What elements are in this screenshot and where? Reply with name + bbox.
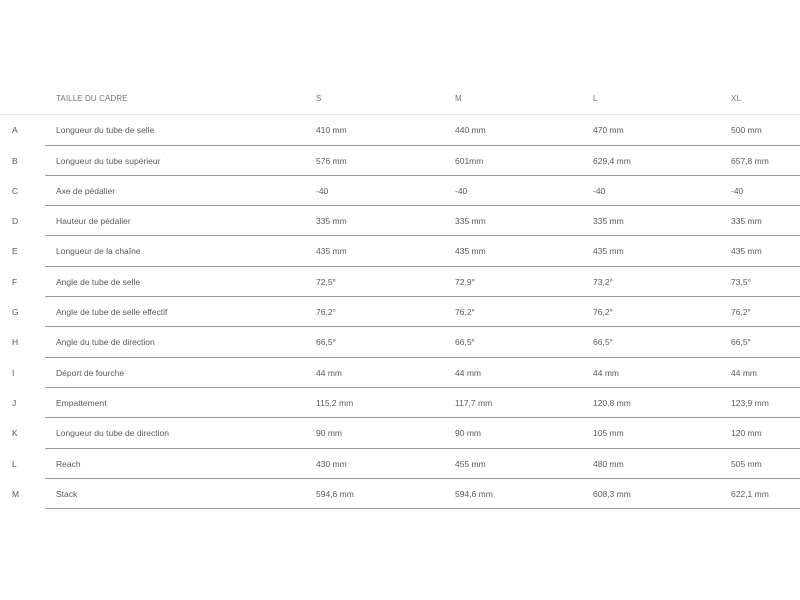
value-size-m: 440 mm — [455, 125, 486, 136]
row-letter: D — [12, 216, 19, 227]
row-label: Longueur du tube supérieur — [56, 155, 161, 166]
row-label: Hauteur de pédalier — [56, 216, 131, 227]
value-size-m: 455 mm — [455, 458, 486, 469]
value-size-xl: -40 — [731, 185, 744, 196]
value-size-l: 120,8 mm — [593, 397, 631, 408]
value-size-m: 90 mm — [455, 428, 481, 439]
table-row — [0, 176, 800, 206]
value-size-s: 90 mm — [316, 428, 342, 439]
value-size-l: 629,4 mm — [593, 155, 631, 166]
value-size-xl: 73,5° — [731, 276, 751, 287]
geometry-table — [0, 84, 800, 509]
header-size-l: L — [593, 94, 598, 103]
row-letter: E — [12, 246, 18, 257]
row-label: Reach — [56, 458, 81, 469]
value-size-l: 435 mm — [593, 246, 624, 257]
header-frame-size: TAILLE DU CADRE — [56, 94, 128, 103]
table-header-row — [0, 84, 800, 115]
value-size-l: 76,2° — [593, 307, 613, 318]
header-size-xl: XL — [731, 94, 741, 103]
row-label: Longueur du tube de direction — [56, 428, 169, 439]
row-divider — [45, 508, 800, 509]
row-letter: H — [12, 337, 19, 348]
value-size-xl: 435 mm — [731, 246, 762, 257]
value-size-l: 480 mm — [593, 458, 624, 469]
table-row — [0, 267, 800, 297]
value-size-l: 608,3 mm — [593, 488, 631, 499]
row-label: Déport de fourche — [56, 367, 125, 378]
row-label: Angle de tube de selle — [56, 276, 141, 287]
table-body — [0, 115, 800, 509]
row-label: Axe de pédalier — [56, 185, 116, 196]
row-letter: G — [12, 307, 19, 318]
value-size-xl: 335 mm — [731, 216, 762, 227]
table-row — [0, 146, 800, 176]
value-size-s: 435 mm — [316, 246, 347, 257]
value-size-s: 115,2 mm — [316, 397, 354, 408]
value-size-xl: 657,8 mm — [731, 155, 769, 166]
value-size-xl: 44 mm — [731, 367, 757, 378]
row-letter: L — [12, 458, 17, 469]
value-size-xl: 120 mm — [731, 428, 762, 439]
value-size-s: 335 mm — [316, 216, 347, 227]
row-label: Longueur du tube de selle — [56, 125, 155, 136]
value-size-l: 73,2° — [593, 276, 613, 287]
value-size-m: 76,2° — [455, 307, 475, 318]
row-label: Angle de tube de selle effectif — [56, 307, 168, 318]
row-letter: K — [12, 428, 18, 439]
table-row — [0, 388, 800, 418]
value-size-xl: 123,9 mm — [731, 397, 769, 408]
value-size-s: 594,6 mm — [316, 488, 354, 499]
value-size-s: 66,5° — [316, 337, 336, 348]
row-letter: F — [12, 276, 18, 287]
table-row — [0, 206, 800, 236]
value-size-l: 44 mm — [593, 367, 619, 378]
value-size-m: -40 — [455, 185, 468, 196]
table-row — [0, 236, 800, 266]
value-size-s: 430 mm — [316, 458, 347, 469]
value-size-xl: 76,2° — [731, 307, 751, 318]
value-size-xl: 622,1 mm — [731, 488, 769, 499]
value-size-m: 594,6 mm — [455, 488, 493, 499]
header-size-m: M — [455, 94, 462, 103]
table-row — [0, 115, 800, 145]
table-row — [0, 327, 800, 357]
header-size-s: S — [316, 94, 322, 103]
value-size-l: 335 mm — [593, 216, 624, 227]
value-size-m: 601mm — [455, 155, 484, 166]
value-size-s: 44 mm — [316, 367, 342, 378]
row-label: Longueur de la chaîne — [56, 246, 141, 257]
value-size-s: 72,5° — [316, 276, 336, 287]
value-size-s: 576 mm — [316, 155, 347, 166]
row-letter: J — [12, 397, 17, 408]
row-letter: C — [12, 185, 19, 196]
row-label: Angle du tube de direction — [56, 337, 155, 348]
value-size-xl: 500 mm — [731, 125, 762, 136]
value-size-l: 66,5° — [593, 337, 613, 348]
value-size-m: 72,9° — [455, 276, 475, 287]
value-size-xl: 66,5° — [731, 337, 751, 348]
row-letter: I — [12, 367, 15, 378]
value-size-l: -40 — [593, 185, 606, 196]
value-size-m: 66,5° — [455, 337, 475, 348]
table-row — [0, 479, 800, 509]
value-size-s: 76,2° — [316, 307, 336, 318]
row-letter: B — [12, 155, 18, 166]
table-row — [0, 297, 800, 327]
row-letter: M — [12, 488, 20, 499]
row-label: Stack — [56, 488, 78, 499]
value-size-m: 435 mm — [455, 246, 486, 257]
row-label: Empattement — [56, 397, 107, 408]
table-row — [0, 358, 800, 388]
value-size-s: -40 — [316, 185, 329, 196]
row-letter: A — [12, 125, 18, 136]
value-size-l: 105 mm — [593, 428, 624, 439]
value-size-m: 335 mm — [455, 216, 486, 227]
table-row — [0, 418, 800, 448]
value-size-m: 117,7 mm — [455, 397, 493, 408]
value-size-m: 44 mm — [455, 367, 481, 378]
table-row — [0, 449, 800, 479]
value-size-xl: 505 mm — [731, 458, 762, 469]
value-size-s: 410 mm — [316, 125, 347, 136]
value-size-l: 470 mm — [593, 125, 624, 136]
